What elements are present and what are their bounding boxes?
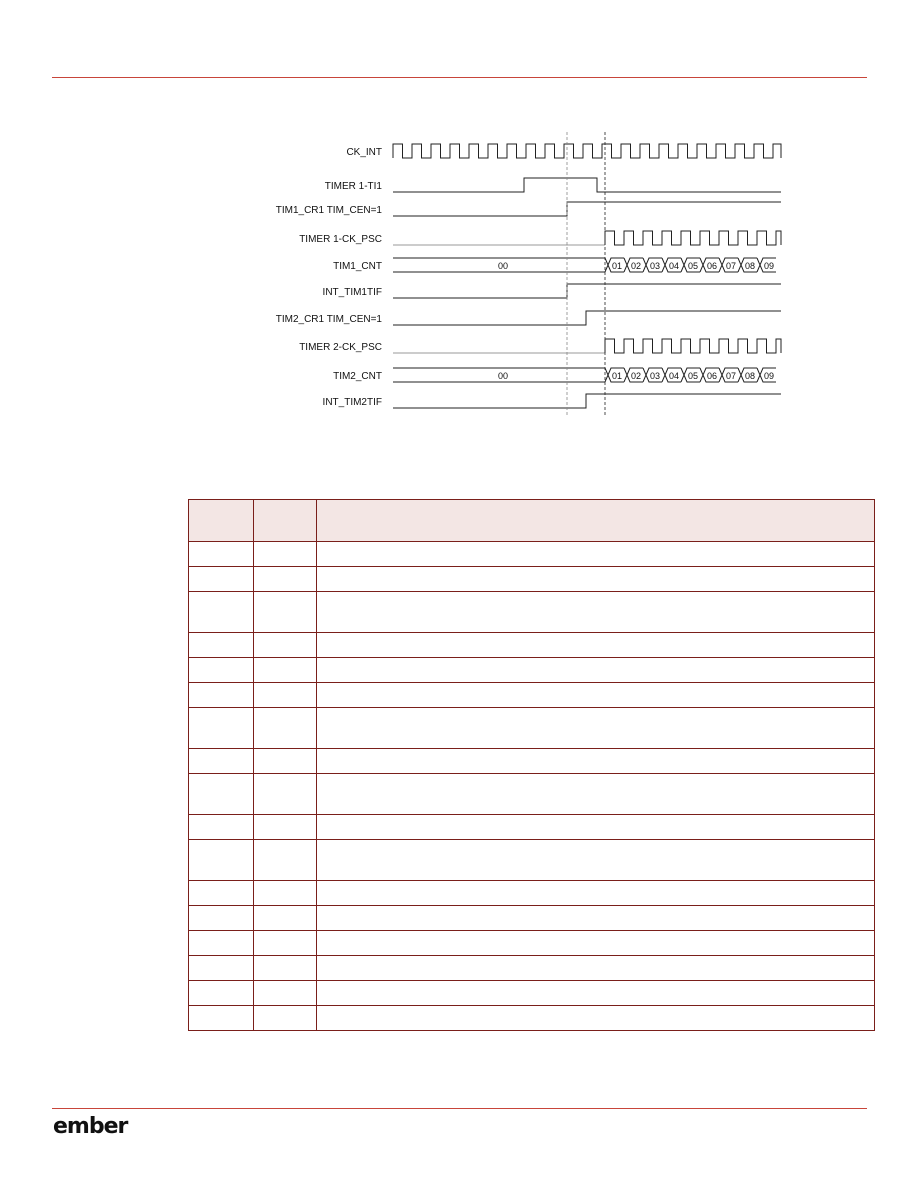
table-row: [189, 774, 875, 815]
table-cell: [189, 840, 254, 881]
table-cell: [317, 749, 875, 774]
counter-value: 09: [763, 261, 775, 271]
table-cell: [254, 749, 317, 774]
table-row: [189, 931, 875, 956]
counter-value: 09: [763, 371, 775, 381]
counter-initial-value: 00: [497, 261, 509, 271]
table-cell: [254, 708, 317, 749]
table-cell: [317, 881, 875, 906]
table-cell: [189, 774, 254, 815]
table-cell: [189, 956, 254, 981]
table-row: [189, 815, 875, 840]
table-cell: [317, 956, 875, 981]
table-cell: [189, 633, 254, 658]
signal-label-tim2-cnt: TIM2_CNT: [333, 371, 382, 382]
table-cell: [317, 542, 875, 567]
waveform-timer2-ck-psc: [393, 339, 781, 353]
counter-value: 04: [668, 371, 680, 381]
waveform-ck-int: [393, 144, 781, 158]
table-cell: [317, 567, 875, 592]
table-cell: [317, 840, 875, 881]
table-cell: [189, 542, 254, 567]
table-cell: [254, 840, 317, 881]
ember-logo: ember: [53, 1114, 128, 1139]
table-row: [189, 708, 875, 749]
waveform-tim1-cr1: [393, 202, 781, 216]
signal-label-tim1-cr1: TIM1_CR1 TIM_CEN=1: [275, 205, 382, 216]
signal-label-int-tim2tif: INT_TIM2TIF: [322, 397, 382, 408]
table-cell: [189, 708, 254, 749]
register-table: [188, 499, 875, 1031]
counter-value: 02: [630, 371, 642, 381]
counter-value: 01: [611, 261, 623, 271]
table-cell: [254, 567, 317, 592]
table-cell: [317, 981, 875, 1006]
table-cell: [317, 683, 875, 708]
header-rule: [52, 77, 867, 78]
table-cell: [317, 592, 875, 633]
waveform-tim2-cnt: [393, 368, 776, 382]
table-cell: [317, 906, 875, 931]
signal-label-timer2-ck-psc: TIMER 2-CK_PSC: [299, 342, 382, 353]
table-row: [189, 981, 875, 1006]
table-row: [189, 840, 875, 881]
table-cell: [254, 774, 317, 815]
signal-label-int-tim1tif: INT_TIM1TIF: [322, 287, 382, 298]
table-cell: [189, 881, 254, 906]
counter-value: 02: [630, 261, 642, 271]
table-cell: [189, 906, 254, 931]
footer-rule: [52, 1108, 867, 1109]
table-cell: [189, 683, 254, 708]
table-cell: [254, 633, 317, 658]
table-cell: [189, 981, 254, 1006]
counter-value: 08: [744, 371, 756, 381]
timing-diagram: [260, 130, 790, 420]
header-cell-3: [317, 500, 875, 542]
signal-label-timer1-ck-psc: TIMER 1-CK_PSC: [299, 234, 382, 245]
table-cell: [254, 881, 317, 906]
table-cell: [254, 931, 317, 956]
table-cell: [189, 749, 254, 774]
table-cell: [254, 542, 317, 567]
counter-value: 05: [687, 371, 699, 381]
signal-label-tim1-cnt: TIM1_CNT: [333, 261, 382, 272]
table-cell: [317, 633, 875, 658]
table-cell: [254, 683, 317, 708]
table-cell: [317, 815, 875, 840]
signal-label-ck-int: CK_INT: [346, 147, 382, 158]
table-cell: [254, 592, 317, 633]
signal-label-timer1-ti1: TIMER 1-TI1: [324, 181, 382, 192]
table-cell: [317, 658, 875, 683]
table-row: [189, 956, 875, 981]
table-cell: [254, 956, 317, 981]
table-cell: [317, 774, 875, 815]
table-row: [189, 881, 875, 906]
table-cell: [317, 1006, 875, 1031]
counter-value: 05: [687, 261, 699, 271]
table-cell: [189, 567, 254, 592]
table-cell: [189, 592, 254, 633]
table-cell: [317, 931, 875, 956]
table-cell: [189, 815, 254, 840]
table-cell: [189, 931, 254, 956]
counter-value: 07: [725, 261, 737, 271]
counter-value: 06: [706, 371, 718, 381]
table-cell: [254, 1006, 317, 1031]
table-cell: [254, 906, 317, 931]
signal-label-tim2-cr1: TIM2_CR1 TIM_CEN=1: [275, 314, 382, 325]
counter-value: 08: [744, 261, 756, 271]
counter-value: 03: [649, 371, 661, 381]
table-row: [189, 542, 875, 567]
counter-value: 01: [611, 371, 623, 381]
table-row: [189, 592, 875, 633]
table-row: [189, 683, 875, 708]
table-row: [189, 567, 875, 592]
table-row: [189, 1006, 875, 1031]
table-header-row: [189, 500, 875, 542]
waveform-tim1-cnt: [393, 258, 776, 272]
table-cell: [189, 1006, 254, 1031]
table-row: [189, 749, 875, 774]
header-cell-1: [189, 500, 254, 542]
table-cell: [254, 815, 317, 840]
waveform-timer1-ti1: [393, 178, 781, 192]
table-row: [189, 906, 875, 931]
table-cell: [317, 708, 875, 749]
table-row: [189, 633, 875, 658]
counter-value: 03: [649, 261, 661, 271]
waveform-int-tim1tif: [393, 284, 781, 298]
counter-value: 07: [725, 371, 737, 381]
counter-initial-value: 00: [497, 371, 509, 381]
table-row: [189, 658, 875, 683]
waveform-timer1-ck-psc: [393, 231, 781, 245]
header-cell-2: [254, 500, 317, 542]
table-cell: [254, 658, 317, 683]
counter-value: 04: [668, 261, 680, 271]
waveform-int-tim2tif: [393, 394, 781, 408]
waveform-tim2-cr1: [393, 311, 781, 325]
table-cell: [189, 658, 254, 683]
counter-value: 06: [706, 261, 718, 271]
table-cell: [254, 981, 317, 1006]
